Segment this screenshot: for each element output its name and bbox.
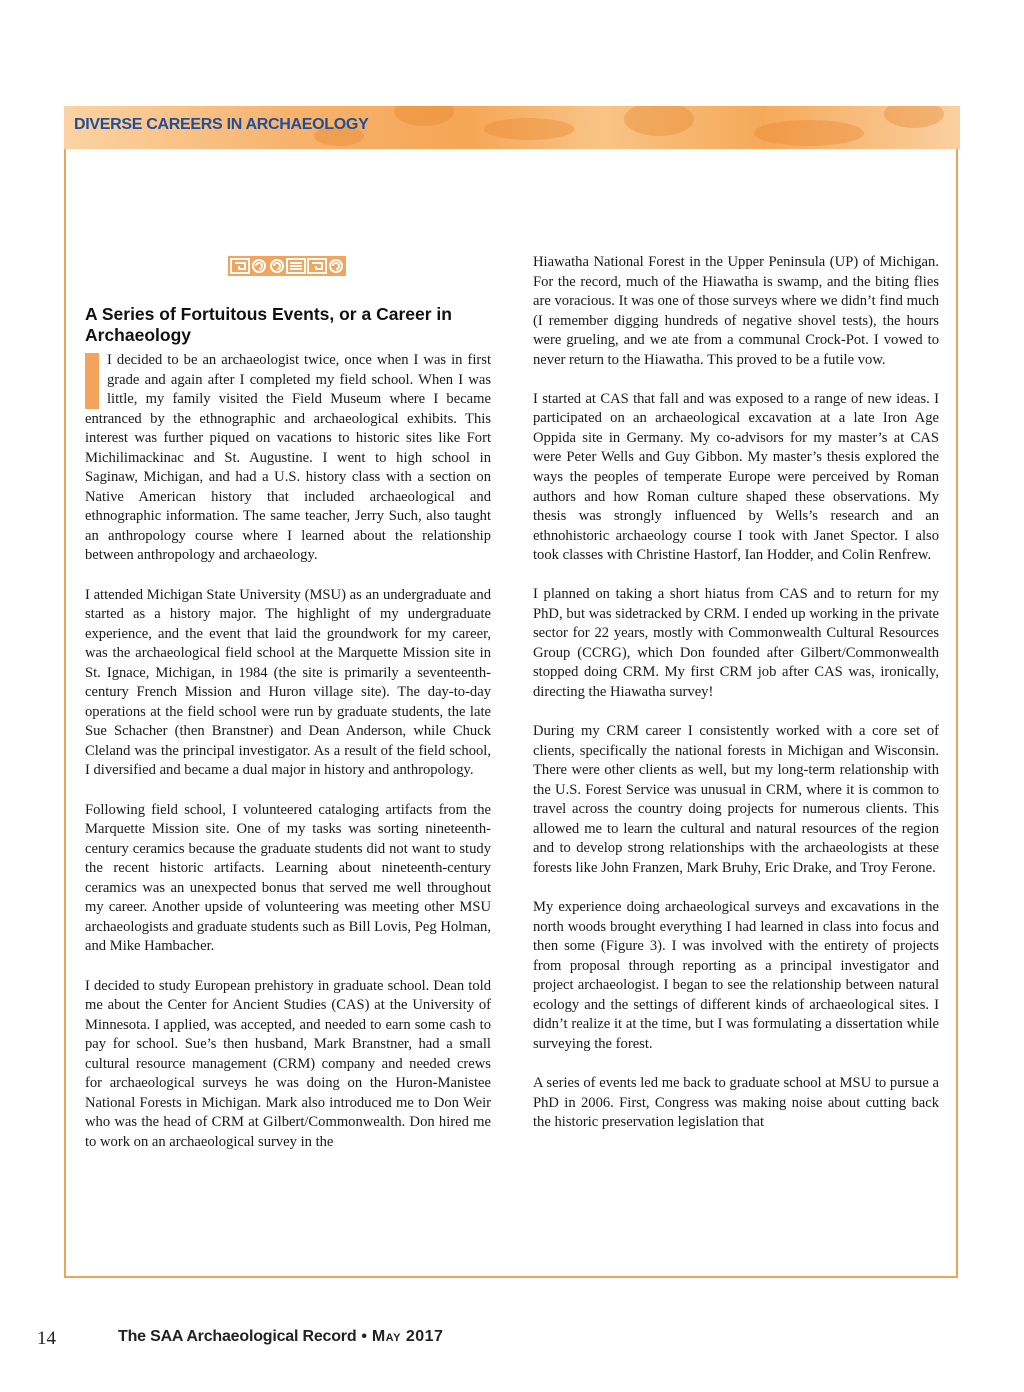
paragraph: I attended Michigan State University (MSU) as an undergraduate and started as a history major. The highlight of my undergraduate experience, and the event that laid the groundwork for my career, was the archaeological field school at the Marquette Mission site in St. Ignace, Michigan, in 1984 (the site is primarily a seventeenth-century French Mission and Huron village site). The day-to-day operations at the field school were run by graduate students, the late Sue Schacher (then Branstner) and Dean Anderson, while Chuck Cleland was the principal investigator. As a result of the field school, I diversified and became a dual major in history and anthropology. xyxy=(85,586,491,779)
footer-bullet: • xyxy=(361,1328,367,1345)
paragraph: Hiawatha National Forest in the Upper Peninsula (UP) of Michigan. For the record, much of the Hiawatha is swamp, and the biting flies are voracious. It was one of those surveys where we didn’t find much (I remember digging hundreds of negative shovel tests), the hours were grueling, and we ate from a communal Crock-Pot. I vowed to never return to the Hiawatha. This proved to be a futile vow. xyxy=(533,254,939,368)
section-banner xyxy=(64,106,960,149)
paragraph: I planned on taking a short hiatus from CAS and to return for my PhD, but was sidetracked by CRM. I ended up working in the private sector for 22 years, mostly with Commonwealth Cultural Resources Group (CCRG), which Don founded after Gilbert/Commonwealth stopped doing CRM. My first CRM job after CAS was, ironically, directing the Hiawatha survey! xyxy=(533,586,939,701)
paragraph: A series of events led me back to graduate school at MSU to pursue a PhD in 2006. First, Congress was making noise about cutting back the historic preservation legislation that xyxy=(533,1074,939,1131)
paragraph xyxy=(85,351,491,566)
greek-key-ornament-icon xyxy=(228,256,346,276)
journal-name: The SAA Archaeological Record xyxy=(118,1328,357,1345)
issue-date: May 2017 xyxy=(371,1328,444,1345)
paragraph: Following field school, I volunteered cataloging artifacts from the Marquette Mission site. One of my tasks was sorting nineteenth-century ceramics because the graduate students did not want to study the recent historic artifacts. Learning about nineteenth-century ceramics was an unexpected bonus that served me well throughout my career. Another upside of volunteering was meeting other MSU archaeologists and graduate students such as Bill Lovis, Peg Holman, and Mike Hambacher. xyxy=(85,801,491,955)
paragraph: I decided to study European prehistory in graduate school. Dean told me about the Center for Ancient Studies (CAS) at the University of Minnesota. I applied, was accepted, and needed to earn some cash to pay for school. Sue’s then husband, Mark Branstner, had a small cultural resource management (CRM) company and needed crews for archaeological surveys he was doing on the Huron-Manistee National Forests in Michigan. Mark also introduced me to Don Weir who was the head of CRM at Gilbert/Commonwealth. Don hired me to work on an archaeological survey in the xyxy=(85,977,491,1150)
page-number: 14 xyxy=(37,1328,56,1349)
left-column xyxy=(85,351,491,1152)
right-column xyxy=(533,253,939,1133)
paragraph: During my CRM career I consistently worked with a core set of clients, specifically the national forests in Michigan and Wisconsin. There were other clients as well, but my long-term relationship with the U.S. Forest Service was unusual in CRM, where it is common to travel across the country doing projects for numerous clients. This allowed me to learn the cultural and natural resources of the region and to develop strong relationships with the archaeologists at these forests like John Franzen, Mark Bruhy, Eric Drake, and Troy Ferone. xyxy=(533,723,939,876)
paragraph: I started at CAS that fall and was exposed to a range of new ideas. I participated on an archaeological excavation at a late Iron Age Oppida site in Germany. My co-advisors for my master’s at CAS were Peter Wells and Guy Gibbon. My master’s thesis explored the ways the peoples of temperate Europe were perceived by Roman authors and how Roman culture shaped these observations. My thesis was strongly influenced by Wells’s research and an ethnohistoric archaeology course I took with Janet Spector. I also took classes with Christine Hastorf, Ian Hodder, and Colin Renfrew. xyxy=(533,390,939,564)
paragraph-text: decided to be an archaeologist twice, once when I was in first grade and again after I completed my field school. When I was little, my family visited the Field Museum where I became entranced by the ethnographic and archaeological exhibits. This interest was further piqued on vacations to historic sites like Fort Michilimackinac and St. Augustine. I went to high school in Saginaw, Michigan, and had a U.S. history class with a section on Native American history that included archaeological and ethnographic information. The same teacher, Jerry Such, also taught an anthropology course where I learned about the relationship between anthropology and archaeology. xyxy=(85,352,491,564)
drop-cap-letter: I xyxy=(107,352,112,368)
journal-footer xyxy=(118,1328,443,1346)
article-title: A Series of Fortuitous Events, or a Career in Archaeology xyxy=(85,304,452,345)
paragraph: My experience doing archaeological surveys and excavations in the north woods brought everything I had learned in class into focus and then some (Figure 3). I was involved with the entirety of projects from proposal through reporting as a principal investigator and project archaeologist. I began to see the relationship between natural ecology and the settings of different kinds of archaeological sites. I didn’t realize it at the time, but I was formulating a dissertation while surveying the forest. xyxy=(533,899,939,1052)
section-title: DIVERSE CAREERS IN ARCHAEOLOGY xyxy=(74,116,369,133)
drop-cap xyxy=(85,353,99,409)
